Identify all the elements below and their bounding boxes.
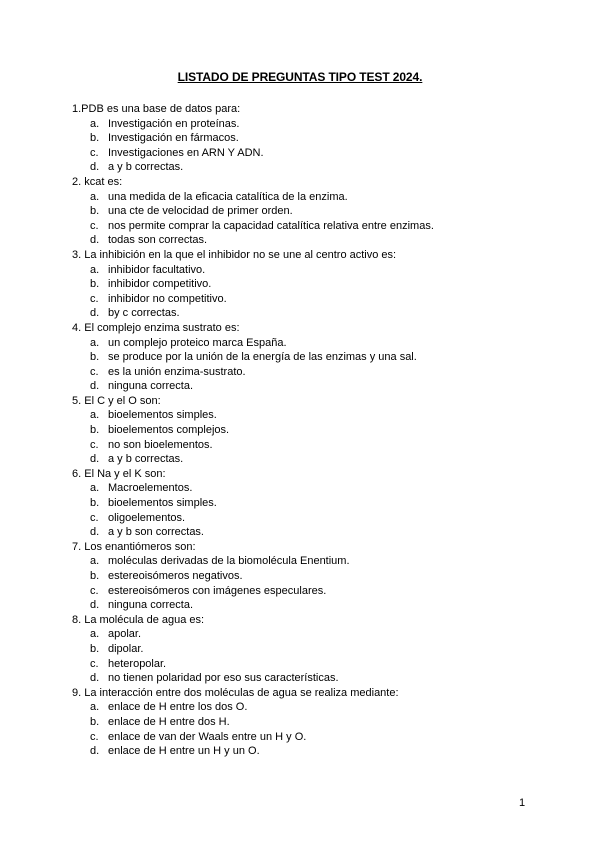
option-text: enlace de H entre dos H.: [108, 715, 230, 728]
option-letter: d.: [90, 599, 100, 612]
answer-option: [72, 642, 552, 657]
answer-option: [72, 423, 552, 438]
option-letter: d.: [90, 234, 100, 247]
answer-option: [72, 379, 552, 394]
option-letter: a.: [90, 555, 100, 568]
option-letter: b.: [90, 497, 100, 510]
question-text: 4. El complejo enzima sustrato es:: [72, 321, 240, 334]
option-letter: b.: [90, 715, 100, 728]
answer-option: [72, 744, 552, 759]
answer-option: [72, 263, 552, 278]
question-item: [72, 613, 552, 686]
option-text: heteropolar.: [108, 657, 167, 670]
option-letter: d.: [90, 526, 100, 539]
answer-option: [72, 190, 552, 205]
option-text: bioelementos simples.: [108, 409, 217, 422]
option-text: oligoelementos.: [108, 511, 186, 524]
option-text: no son bioelementos.: [108, 438, 213, 451]
answer-option: [72, 336, 552, 351]
question-item: [72, 321, 552, 394]
option-text: dipolar.: [108, 642, 144, 655]
option-letter: a.: [90, 263, 100, 276]
answer-option: [72, 627, 552, 642]
option-text: Investigación en proteínas.: [108, 117, 240, 130]
option-letter: d.: [90, 380, 100, 393]
option-text: enlace de van der Waals entre un H y O.: [108, 730, 307, 743]
answer-option: [72, 657, 552, 672]
question-text: 2. kcat es:: [72, 175, 123, 188]
option-letter: d.: [90, 161, 100, 174]
option-letter: d.: [90, 453, 100, 466]
question-item: [72, 102, 552, 175]
option-letter: c.: [90, 146, 99, 159]
option-text: estereoisómeros negativos.: [108, 570, 243, 582]
answer-options: [72, 336, 552, 394]
answer-option: [72, 146, 552, 161]
option-text: un complejo proteico marca España.: [108, 336, 287, 349]
answer-options: [72, 263, 552, 321]
answer-option: [72, 671, 552, 686]
option-letter: c.: [90, 219, 99, 232]
question-item: [72, 394, 552, 467]
option-text: no tienen polaridad por eso sus características.: [108, 672, 339, 685]
option-text: nos permite comprar la capacidad catalítica relativa entre enzimas.: [108, 219, 434, 232]
question-text: 1.PDB es una base de datos para:: [72, 103, 241, 115]
answer-option: [72, 219, 552, 234]
question-text: 6. El Na y el K son:: [72, 467, 166, 480]
option-text: se produce por la unión de la energía de las enzimas y una sal.: [108, 351, 417, 364]
option-letter: b.: [90, 424, 100, 437]
answer-options: [72, 190, 552, 248]
answer-option: [72, 117, 552, 132]
page-number: 1: [519, 797, 526, 809]
option-letter: a.: [90, 482, 100, 495]
question-item: [72, 686, 552, 759]
question-text: 8. La molécula de agua es:: [72, 613, 205, 626]
option-text: apolar.: [108, 628, 142, 641]
option-letter: c.: [90, 584, 99, 597]
option-letter: b.: [90, 642, 100, 655]
answer-option: [72, 204, 552, 219]
question-text: 7. Los enantiómeros son:: [72, 540, 196, 553]
option-text: by c correctas.: [108, 307, 180, 320]
option-text: Investigación en fármacos.: [108, 132, 239, 145]
option-letter: c.: [90, 730, 99, 743]
option-text: estereoisómeros con imágenes especulares.: [108, 584, 327, 597]
option-letter: b.: [90, 570, 100, 582]
option-text: moléculas derivadas de la biomolécula Enentium.: [108, 555, 350, 568]
answer-option: [72, 277, 552, 292]
question-item: [72, 540, 552, 613]
question-list: [72, 102, 552, 759]
option-letter: a.: [90, 190, 100, 203]
option-letter: c.: [90, 365, 99, 378]
option-letter: b.: [90, 132, 100, 145]
answer-option: [72, 584, 552, 599]
answer-option: [72, 700, 552, 715]
answer-option: [72, 496, 552, 511]
question-item: [72, 248, 552, 321]
answer-options: [72, 117, 552, 175]
option-letter: d.: [90, 307, 100, 320]
answer-option: [72, 160, 552, 175]
option-text: una cte de velocidad de primer orden.: [108, 205, 293, 218]
answer-options: [72, 408, 552, 466]
option-text: bioelementos simples.: [108, 497, 217, 510]
option-letter: b.: [90, 278, 100, 291]
option-letter: d.: [90, 672, 100, 685]
option-letter: b.: [90, 205, 100, 218]
option-letter: c.: [90, 511, 99, 524]
question-text: 3. La inhibición en la que el inhibidor no se une al centro activo es:: [72, 248, 397, 261]
option-letter: a.: [90, 628, 100, 641]
option-text: enlace de H entre los dos O.: [108, 701, 248, 714]
answer-option: [72, 730, 552, 745]
option-text: a y b correctas.: [108, 453, 184, 466]
answer-option: [72, 408, 552, 423]
question-item: [72, 467, 552, 540]
option-text: inhibidor competitivo.: [108, 278, 212, 291]
option-letter: d.: [90, 745, 100, 758]
option-text: ninguna correcta.: [108, 599, 193, 612]
question-item: [72, 175, 552, 248]
answer-option: [72, 525, 552, 540]
answer-option: [72, 365, 552, 380]
option-text: inhibidor no competitivo.: [108, 292, 227, 305]
answer-option: [72, 306, 552, 321]
answer-options: [72, 481, 552, 539]
option-letter: c.: [90, 438, 99, 451]
answer-options: [72, 554, 552, 612]
option-letter: c.: [90, 292, 99, 305]
answer-option: [72, 511, 552, 526]
option-text: Macroelementos.: [108, 482, 193, 495]
question-text: 5. El C y el O son:: [72, 394, 161, 407]
option-text: es la unión enzima-sustrato.: [108, 365, 246, 378]
option-letter: a.: [90, 409, 100, 422]
answer-option: [72, 715, 552, 730]
answer-options: [72, 627, 552, 685]
option-letter: b.: [90, 351, 100, 364]
option-text: bioelementos complejos.: [108, 424, 230, 437]
option-text: enlace de H entre un H y un O.: [108, 745, 260, 758]
option-text: a y b correctas.: [108, 161, 184, 174]
option-text: una medida de la eficacia catalítica de la enzima.: [108, 190, 348, 203]
answer-option: [72, 452, 552, 467]
option-letter: a.: [90, 336, 100, 349]
answer-option: [72, 569, 552, 584]
question-text: 9. La interacción entre dos moléculas de agua se realiza mediante:: [72, 686, 399, 699]
answer-option: [72, 131, 552, 146]
option-text: Investigaciones en ARN Y ADN.: [108, 146, 264, 159]
answer-option: [72, 292, 552, 307]
option-text: a y b son correctas.: [108, 526, 204, 539]
answer-options: [72, 700, 552, 758]
option-text: inhibidor facultativo.: [108, 263, 206, 276]
answer-option: [72, 233, 552, 248]
option-letter: a.: [90, 117, 100, 130]
answer-option: [72, 481, 552, 496]
page-title: LISTADO DE PREGUNTAS TIPO TEST 2024.: [177, 70, 423, 84]
answer-option: [72, 598, 552, 613]
option-text: todas son correctas.: [108, 234, 208, 247]
answer-option: [72, 554, 552, 569]
option-text: ninguna correcta.: [108, 380, 193, 393]
option-letter: c.: [90, 657, 99, 670]
answer-option: [72, 438, 552, 453]
answer-option: [72, 350, 552, 365]
option-letter: a.: [90, 701, 100, 714]
